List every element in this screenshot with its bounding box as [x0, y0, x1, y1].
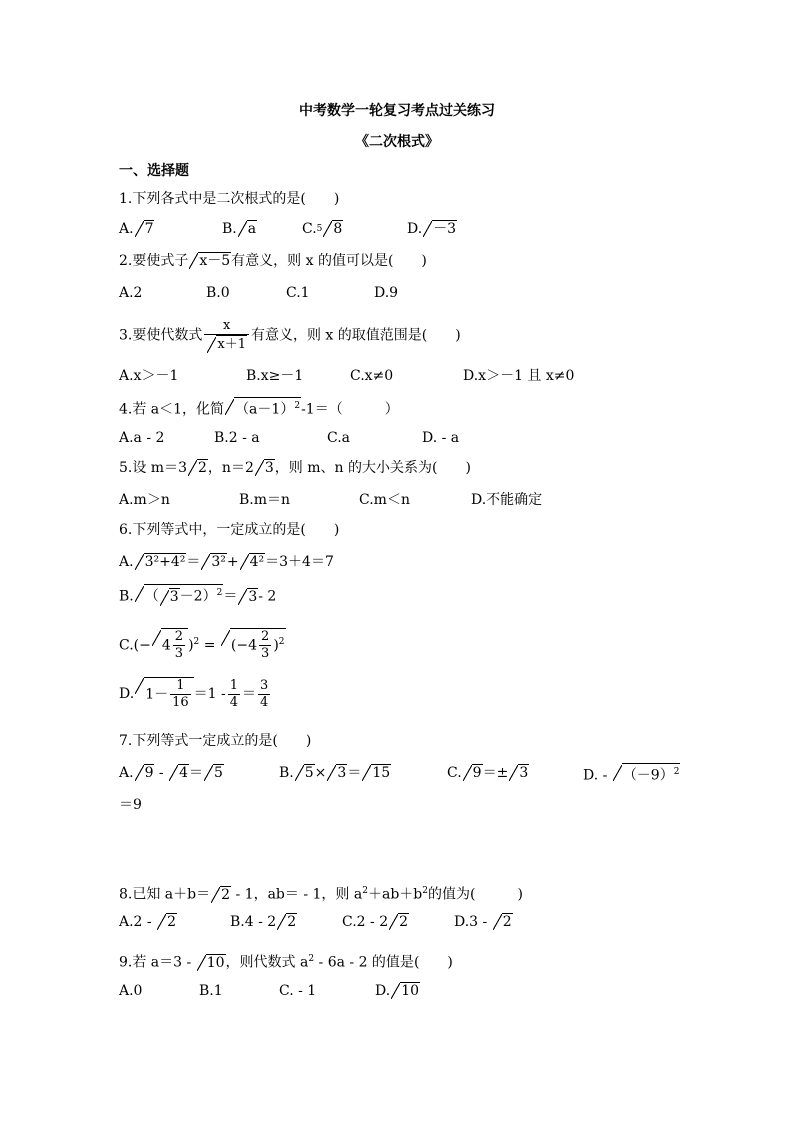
equals: ＝ — [223, 588, 238, 605]
q9-text-a: 9.若 a＝3 - — [119, 954, 196, 971]
q7-option-d — [583, 763, 680, 786]
q4-text-a: 4.若 a＜1，化简 — [119, 401, 225, 418]
one-minus: 1－ — [145, 686, 169, 702]
q2-option-b: B.0 — [206, 285, 230, 301]
radicand: 5 — [304, 765, 314, 781]
q1-option-c — [302, 219, 343, 239]
q8-text-a: 8.已知 a＋b＝ — [119, 886, 211, 903]
fraction — [258, 678, 270, 711]
opt-text: B.4 - 2 — [230, 914, 277, 930]
fraction — [170, 678, 191, 711]
radicand: x－5 — [199, 253, 231, 269]
sqrt-symbol — [255, 458, 275, 478]
opt-text: D.3 - — [454, 914, 492, 930]
q2-paren: ( ) — [387, 253, 427, 269]
q1-paren: ( ) — [300, 191, 340, 207]
q9-text-b: ，则代数式 a — [225, 954, 309, 971]
opt-label: A. — [119, 765, 134, 781]
sqrt-symbol — [225, 397, 301, 420]
exponent: 2 — [422, 886, 428, 896]
sqrt-symbol — [169, 763, 189, 783]
q2-option-d: D.9 — [374, 285, 399, 301]
q3-option-a: A.x＞－1 — [119, 368, 179, 384]
q7-text: 7.下列等式一定成立的是 — [119, 733, 273, 749]
sqrt-symbol — [463, 763, 483, 783]
denominator: 4 — [260, 694, 269, 710]
radicand — [234, 397, 301, 419]
q5-option-b: B.m＝n — [239, 492, 291, 508]
radicand: 2 — [287, 914, 297, 930]
radicand: 3 — [248, 588, 258, 605]
radicand: 4 — [179, 765, 189, 781]
radicand: a — [247, 221, 257, 237]
denominator: 3 — [174, 646, 184, 662]
radicand-text: （a－1） — [235, 401, 295, 418]
opt-text: C.2 - 2 — [342, 914, 389, 930]
q6-option-a — [119, 552, 334, 572]
radicand — [161, 628, 188, 662]
fraction — [173, 629, 185, 662]
plus: + — [226, 554, 239, 570]
sqrt-symbol — [295, 763, 315, 783]
q5-option-a: A.m＞n — [119, 492, 170, 508]
numerator: 3 — [260, 677, 269, 693]
radicand: 10 — [206, 954, 225, 971]
sqrt-symbol — [189, 251, 231, 271]
radicand: 3 — [519, 765, 529, 781]
q9-option-a: A.0 — [119, 983, 143, 999]
radicand — [144, 677, 193, 711]
q5-text-b: ，n＝2 — [207, 460, 254, 476]
sqrt-symbol — [323, 219, 343, 239]
sqrt-symbol — [204, 763, 224, 783]
opt-label: A. — [119, 221, 134, 237]
opt-label: B. — [119, 588, 134, 605]
exponent: 2 — [362, 886, 368, 896]
sqrt-symbol — [188, 458, 208, 478]
q8-text-d: 的值为 — [427, 886, 470, 903]
q4-option-d: D. - a — [422, 430, 460, 446]
radicand: 3 — [337, 765, 347, 781]
opt-label: C. — [119, 637, 134, 654]
q9-option-c: C. - 1 — [279, 983, 317, 999]
radicand: 3²+4² — [144, 554, 186, 570]
fraction — [204, 318, 249, 353]
q2-text-a: 2.要使式子 — [119, 253, 189, 269]
q3-paren: ( ) — [421, 327, 461, 344]
rparen: ) — [188, 637, 194, 654]
sqrt-symbol — [160, 588, 180, 606]
sqrt-symbol — [613, 763, 681, 786]
q4-text-b: -1＝ — [301, 401, 329, 418]
q8-text-c: ＋ab＋b — [367, 886, 423, 903]
sqrt-symbol — [211, 885, 231, 905]
question-9-stem — [119, 949, 453, 973]
radicand: 7 — [144, 221, 154, 237]
opt-label: A. — [119, 554, 134, 570]
question-3-stem — [119, 318, 461, 353]
q7-paren: ( ) — [272, 733, 312, 749]
radicand: 8 — [333, 221, 343, 237]
opt-label: B. — [279, 765, 294, 781]
minus: - — [154, 765, 169, 781]
q3-text-a: 3.要使代数式 — [119, 327, 203, 344]
q8-option-d — [454, 912, 513, 932]
q6-option-c — [119, 624, 286, 664]
numerator: 2 — [174, 629, 184, 645]
q8-paren: ( ) — [469, 886, 523, 903]
q7-option-b — [279, 763, 391, 783]
radicand-text: （－9） — [622, 767, 674, 784]
times: × — [314, 765, 327, 781]
q7-option-c — [447, 763, 529, 783]
radicand — [144, 584, 224, 606]
rparen: ) — [273, 637, 279, 654]
exponent: 2 — [308, 954, 315, 964]
denominator: 4 — [229, 694, 239, 710]
fraction — [228, 678, 240, 711]
sqrt-symbol — [135, 552, 187, 572]
sqrt-symbol — [221, 628, 286, 664]
radicand: 2 — [198, 460, 207, 476]
q3-option-c: C.x≠0 — [350, 368, 394, 384]
question-4-stem — [119, 397, 399, 420]
radicand: 2 — [502, 914, 512, 930]
radicand: 2 — [167, 914, 177, 930]
q8-text-b: - 1，ab＝ - 1，则 a — [231, 886, 363, 903]
radicand: 5 — [214, 765, 223, 781]
q1-text: 1.下列各式中是二次根式的是 — [119, 191, 301, 207]
q6-text: 6.下列等式中，一定成立的是 — [119, 522, 301, 538]
sqrt-symbol — [238, 219, 257, 239]
sqrt-symbol — [135, 584, 224, 607]
exponent: 2 — [216, 588, 223, 598]
denominator: 3 — [261, 646, 270, 662]
q5-paren: ( ) — [431, 460, 471, 476]
q9-text-c: - 6a - 2 的值是 — [314, 954, 414, 971]
q8-option-b — [230, 912, 297, 932]
sqrt-symbol — [509, 763, 529, 783]
radicand: 3 — [169, 588, 179, 605]
rparen: ） — [202, 588, 217, 605]
question-6-stem — [119, 520, 339, 540]
q9-paren: ( ) — [413, 954, 453, 971]
q3-text-b: 有意义，则 x 的取值范围是 — [250, 327, 422, 344]
q6-paren: ( ) — [300, 522, 340, 538]
numerator: 2 — [261, 629, 270, 645]
q5-text-c: ，则 m、n 的大小关系为 — [274, 460, 432, 476]
document-subtitle: 《二次根式》 — [355, 134, 439, 150]
radicand: －3 — [433, 221, 457, 237]
exponent: 2 — [193, 637, 200, 647]
whole-part: −4 — [236, 637, 258, 654]
radicand: 15 — [372, 765, 391, 781]
numerator: x — [204, 318, 249, 335]
q8-option-c — [342, 912, 409, 932]
radicand: 2 — [399, 914, 409, 930]
result: ＝3＋4＝7 — [265, 554, 334, 570]
sqrt-symbol — [157, 912, 177, 932]
equals: ＝ — [242, 686, 257, 702]
opt-text: D. — [375, 983, 391, 999]
lparen: （ — [144, 588, 159, 605]
q8-option-a — [119, 912, 177, 932]
question-1-stem — [119, 189, 339, 209]
q5-option-c: C.m＜n — [359, 492, 410, 508]
exponent: 2 — [673, 767, 680, 777]
sqrt-symbol — [135, 763, 155, 783]
radicand: 3² — [211, 554, 226, 570]
q4-option-c: C.a — [327, 430, 351, 446]
lparen-neg: (− — [133, 637, 151, 654]
exponent: 2 — [278, 637, 285, 647]
sqrt-symbol — [277, 912, 297, 932]
q1-option-a — [119, 219, 154, 239]
section-heading: 一、选择题 — [119, 163, 189, 179]
opt-label: C. — [447, 765, 462, 781]
sqrt-symbol — [240, 552, 266, 572]
exponent: 2 — [294, 401, 301, 411]
question-7-stem — [119, 731, 311, 751]
document-title: 中考数学一轮复习考点过关练习 — [299, 103, 495, 119]
sqrt-symbol — [389, 912, 409, 932]
q2-text-b: 有意义，则 x 的值可以是 — [231, 253, 388, 269]
question-8-stem — [119, 881, 523, 905]
equals: ＝ — [189, 765, 204, 781]
radicand: 2 — [221, 886, 231, 903]
q1-option-d — [407, 219, 457, 239]
numerator: 1 — [170, 678, 191, 695]
plus-minus: ＝± — [482, 765, 509, 781]
sqrt-symbol — [327, 763, 347, 783]
q4-paren: （ ） — [328, 401, 399, 418]
radicand — [622, 763, 681, 785]
opt-label: D. - — [583, 767, 612, 784]
sqrt-symbol — [197, 953, 226, 973]
sqrt-symbol — [135, 219, 155, 239]
q1-option-b — [222, 219, 257, 239]
q5-text-a: 5.设 m＝3 — [119, 460, 187, 476]
radicand: 10 — [401, 983, 420, 999]
equals: ＝ — [347, 765, 362, 781]
equals: = — [199, 637, 220, 654]
radicand — [230, 628, 286, 662]
q6-option-b — [119, 584, 276, 607]
q5-option-d: D.不能确定 — [471, 492, 543, 508]
sqrt-symbol — [201, 552, 227, 572]
opt-label: D. — [119, 686, 135, 702]
radicand: 3 — [264, 460, 274, 476]
sqrt-symbol — [362, 763, 391, 783]
sqrt-symbol — [493, 912, 513, 932]
opt-label: C. — [302, 221, 317, 237]
q7-option-a — [119, 763, 224, 783]
sqrt-symbol — [423, 219, 457, 239]
result: - 2 — [258, 588, 277, 605]
q4-option-b: B.2 - a — [214, 430, 260, 446]
sqrt-symbol — [152, 628, 188, 664]
q4-option-a: A.a - 2 — [119, 430, 165, 446]
lparen: ( — [230, 637, 237, 654]
q2-option-a: A.2 — [119, 285, 143, 301]
q9-option-b: B.1 — [199, 983, 223, 999]
denominator: 16 — [172, 694, 189, 710]
question-5-stem — [119, 458, 471, 478]
whole-part: 4 — [161, 637, 171, 654]
sqrt-symbol — [238, 587, 258, 607]
radicand: 9 — [472, 765, 482, 781]
q9-option-d — [375, 981, 420, 1001]
denominator — [204, 335, 249, 353]
equals-one-minus: ＝1 - — [193, 686, 226, 702]
sqrt-symbol — [207, 335, 247, 353]
opt-label: D. — [407, 221, 423, 237]
q3-option-b: B.x≥－1 — [246, 368, 304, 384]
numerator: 1 — [229, 677, 239, 693]
q2-option-c: C.1 — [286, 285, 310, 301]
q7-option-d-continued: ＝9 — [119, 797, 142, 813]
opt-label: B. — [222, 221, 237, 237]
question-2-stem — [119, 251, 427, 271]
radicand: x＋1 — [217, 337, 246, 352]
sqrt-symbol — [135, 676, 193, 712]
q3-option-d: D.x＞－1 且 x≠0 — [463, 368, 575, 384]
root-index: 5 — [316, 224, 323, 234]
radicand: 9 — [144, 765, 154, 781]
fraction — [259, 629, 271, 662]
radicand: 4² — [249, 554, 265, 570]
q6-option-d — [119, 676, 272, 712]
opt-text: A.2 - — [119, 914, 157, 930]
minus-two: －2 — [179, 588, 203, 605]
sqrt-symbol — [391, 981, 420, 1001]
equals: ＝ — [186, 554, 201, 570]
